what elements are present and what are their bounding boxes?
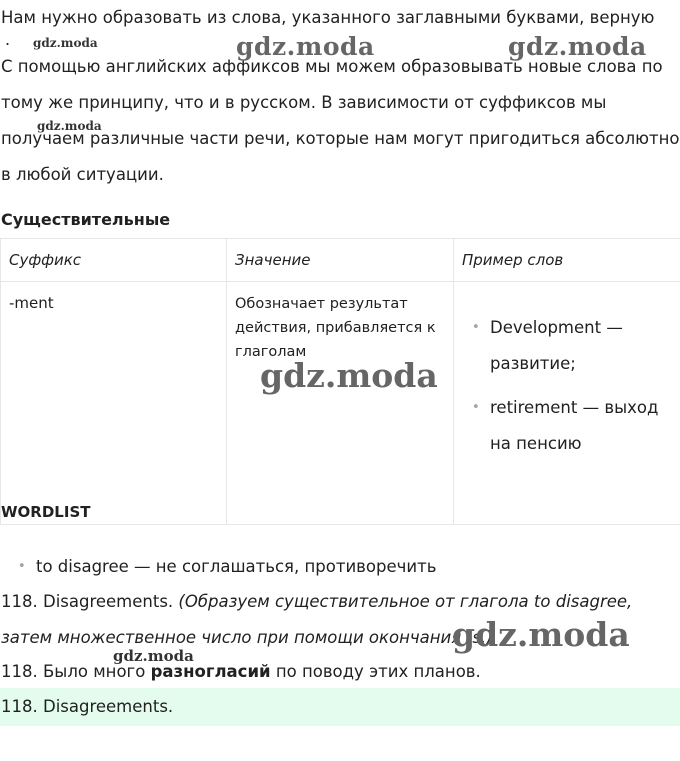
intro-dot: . [5, 30, 11, 49]
answer-text: 118. Disagreements. [1, 697, 174, 716]
header-examples: Пример слов [454, 239, 680, 282]
cell-meaning: Обозначает результат действия, прибавляется к глаголам [227, 282, 454, 525]
list-item: • retirement — выход на пенсию [480, 390, 672, 462]
header-suffix: Суффикс [1, 239, 227, 282]
watermark-logo: gdz.moda [260, 356, 438, 395]
intro-line: Нам нужно образовать из слова, указанного заглавными буквами, верную [1, 8, 655, 27]
header-meaning: Значение [227, 239, 454, 282]
task-note: (Образуем существительное от глагола to disagree, затем множественное число при помощи окончания -s.) [1, 592, 633, 647]
list-item: • to disagree — не соглашаться, противоречить [18, 549, 436, 585]
cell-examples [454, 282, 680, 525]
sentence-before: 118. Было много [1, 662, 151, 681]
watermark-logo: gdz.moda [236, 32, 375, 61]
wordlist-title: WORDLIST [1, 503, 91, 521]
table-header-row [1, 239, 680, 282]
task-text [1, 584, 680, 656]
answer-box [0, 688, 680, 726]
task-answer-label: 118. Disagreements. [1, 592, 174, 611]
sentence-bold: разногласий [150, 662, 271, 681]
watermark-logo: gdz.moda [113, 647, 194, 665]
watermark-logo: gdz.moda [508, 32, 647, 61]
example-sentence [1, 654, 481, 690]
watermark-logo: gdz.moda [37, 119, 102, 133]
table-row [1, 282, 680, 525]
watermark-logo: gdz.moda [33, 36, 98, 50]
watermark-logo: gdz.moda [452, 615, 630, 654]
sentence-after: по поводу этих планов. [270, 662, 481, 681]
suffix-table [0, 238, 680, 525]
section-title: Существительные [1, 210, 171, 229]
intro-paragraph: С помощью английских аффиксов мы можем образовывать новые слова по тому же принципу, что и в русском. В зависимости от суффиксов мы получаем различные части речи, которые нам могут пригодиться абсолютно в любой ситуации. [1, 57, 680, 184]
examples-list [462, 310, 672, 462]
wordlist-list [18, 549, 436, 585]
cell-suffix: -ment [1, 282, 227, 525]
list-item: • Development — развитие; [480, 310, 672, 382]
